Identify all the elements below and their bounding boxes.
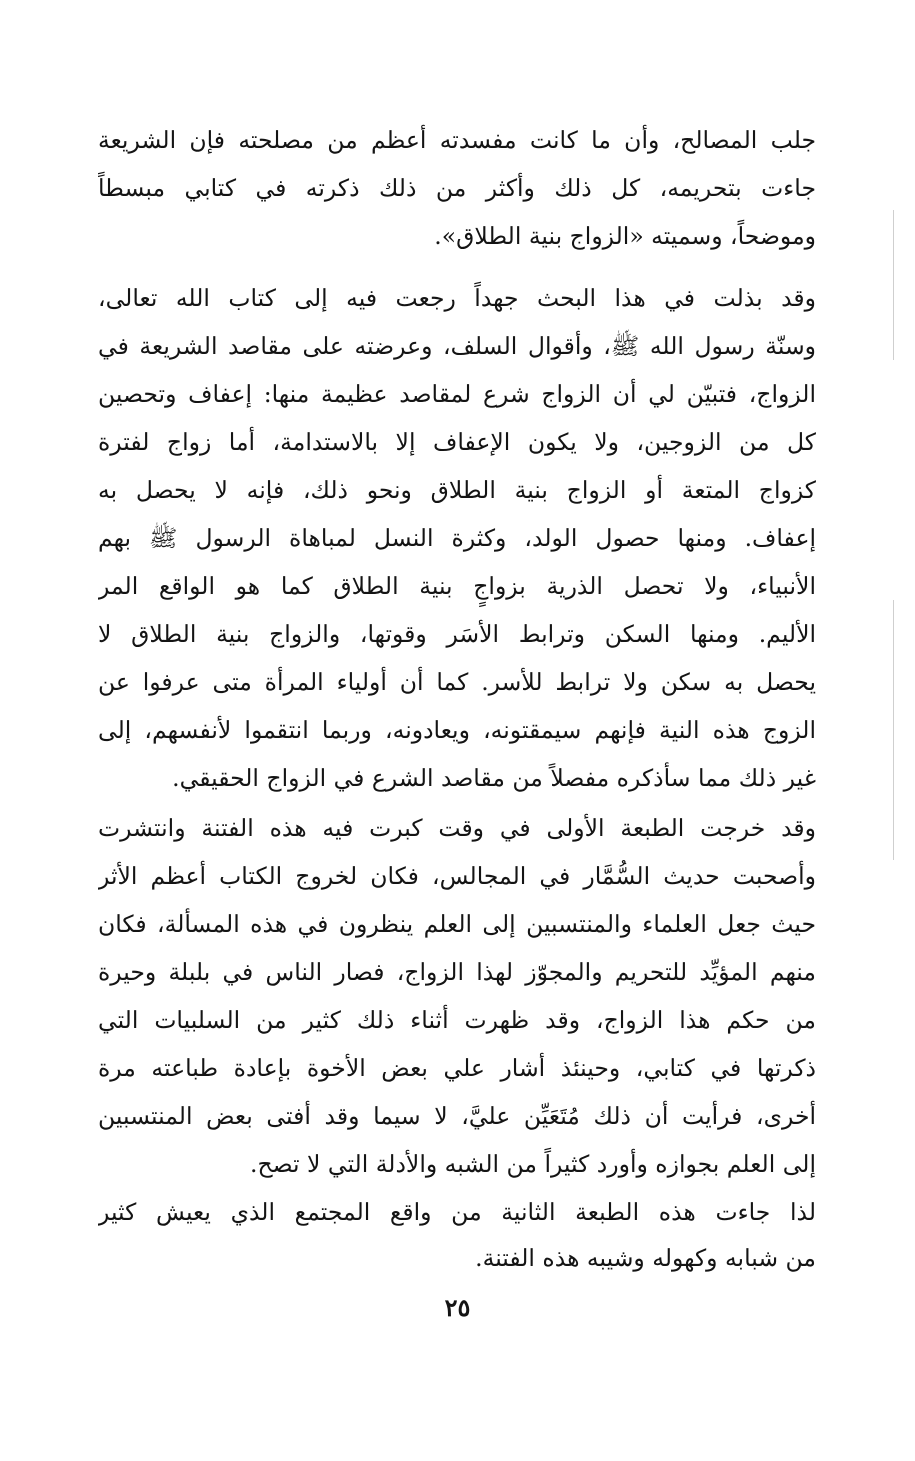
scan-margin-line: [893, 600, 894, 860]
text-line: الزوج هذه النية فإنهم سيمقتونه، ويعادونه، وربما انتقموا لأنفسهم، إلى: [98, 716, 816, 744]
text-line: الأليم. ومنها السكن وترابط الأسَر وقوتها، والزواج بنية الطلاق لا: [98, 620, 816, 648]
text-line: جلب المصالح، وأن ما كانت مفسدته أعظم من مصلحته فإن الشريعة: [98, 126, 816, 154]
paragraph-3: [98, 806, 816, 1191]
text-line: من شبابه وكهوله وشيبه هذه الفتنة.: [475, 1244, 816, 1272]
text-line: كل من الزوجين، ولا يكون الإعفاف إلا بالاستدامة، أما زواج لفترة: [98, 428, 816, 456]
text-line: منهم المؤيِّد للتحريم والمجوّز لهذا الزواج، فصار الناس في بلبلة وحيرة: [98, 958, 816, 986]
text-line: ذكرتها في كتابي، وحينئذ أشار علي بعض الأخوة بإعادة طباعته مرة: [98, 1054, 816, 1082]
text-line: حيث جعل العلماء والمنتسبين إلى العلم ينظرون في هذه المسألة، فكان: [98, 910, 816, 938]
text-line: وقد خرجت الطبعة الأولى في وقت كبرت فيه هذه الفتنة وانتشرت: [98, 814, 816, 842]
paragraph-4: [98, 1190, 816, 1285]
text-line: وقد بذلت في هذا البحث جهداً رجعت فيه إلى كتاب الله تعالى،: [98, 284, 816, 312]
paragraph-1: [98, 118, 816, 268]
text-line: لذا جاءت هذه الطبعة الثانية من واقع المجتمع الذي يعيش كثير: [98, 1198, 816, 1226]
text-line: جاءت بتحريمه، كل ذلك وأكثر من ذلك ذكرته في كتابي مبسطاً: [98, 174, 816, 202]
text-line: كزواج المتعة أو الزواج بنية الطلاق ونحو ذلك، فإنه لا يحصل به: [98, 476, 816, 504]
text-line: الزواج، فتبيّن لي أن الزواج شرع لمقاصد عظيمة منها: إعفاف وتحصين: [98, 380, 816, 408]
text-line: وسنّة رسول الله ﷺ، وأقوال السلف، وعرضته على مقاصد الشريعة في: [98, 332, 816, 360]
text-line: الأنبياء، ولا تحصل الذرية بزواجٍ بنية الطلاق كما هو الواقع المر: [98, 572, 816, 600]
scan-margin-line: [893, 210, 894, 360]
text-line: غير ذلك مما سأذكره مفصلاً من مقاصد الشرع في الزواج الحقيقي.: [172, 764, 816, 792]
text-line: أخرى، فرأيت أن ذلك مُتَعَيِّن عليَّ، لا سيما وقد أفتى بعض المنتسبين: [98, 1102, 816, 1130]
text-line: وأصحبت حديث السُّمَّار في المجالس، فكان لخروج الكتاب أعظم الأثر: [98, 862, 816, 890]
text-line: يحصل به سكن ولا ترابط للأسر. كما أن أولياء المرأة متى عرفوا عن: [98, 668, 816, 696]
text-line: وموضحاً، وسميته «الزواج بنية الطلاق».: [434, 222, 816, 250]
text-line: إلى العلم بجوازه وأورد كثيراً من الشبه والأدلة التي لا تصح.: [249, 1150, 816, 1178]
paragraph-2: [98, 276, 816, 796]
page-number: ٢٥: [444, 1293, 471, 1322]
text-line: إعفاف. ومنها حصول الولد، وكثرة النسل لمباهاة الرسول ﷺ بهم: [98, 524, 816, 552]
text-line: من حكم هذا الزواج، وقد ظهرت أثناء ذلك كثير من السلبيات التي: [98, 1006, 816, 1034]
